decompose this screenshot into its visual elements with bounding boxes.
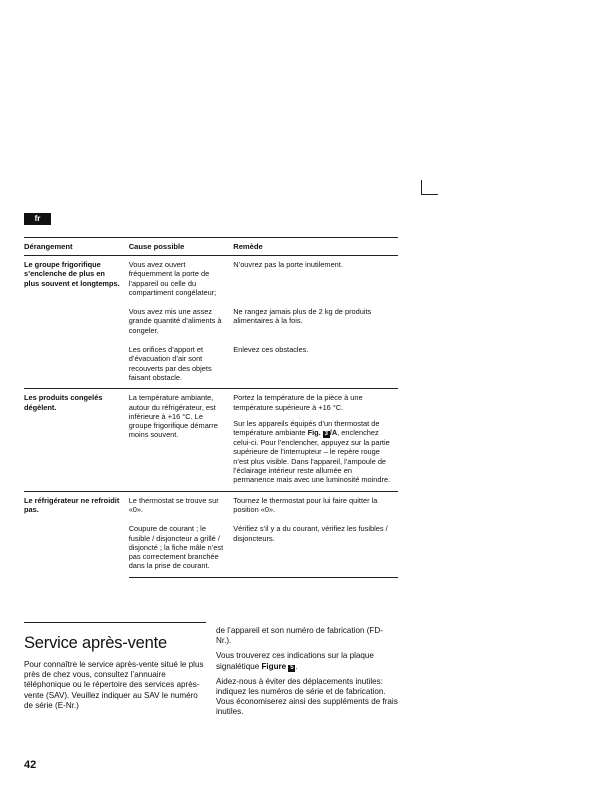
paragraph-part: . [295, 661, 298, 671]
cause-cell: La température ambiante, autour du réfrigérateur, est inférieure à +16 °C. Le groupe frigorifique démarre moins souvent. [129, 389, 234, 491]
remedy-cell [233, 389, 398, 491]
remedy-cell: Vérifiez s’il y a du courant, vérifiez les fusibles / disjoncteurs. [233, 520, 398, 577]
troubleshooting-table [24, 237, 398, 578]
remedy-cell: N’ouvrez pas la porte inutilement. [233, 260, 343, 269]
section-divider [24, 622, 206, 623]
remedy-text-part: Sur les appareils équipés d’un thermostat de température ambiante [233, 418, 380, 438]
paragraph-part: Vous trouverez ces indications sur la plaque signalétique [216, 651, 374, 671]
service-text-left: Pour connaître le service après-vente situé le plus près de chez vous, consultez l’annuaire téléphonique ou le répertoire des services après-vente (SAV). Veuillez indiquer au SAV le numéro de série (E-Nr.) [24, 660, 204, 710]
cause-cell: Vous avez ouvert fréquemment la porte de l’appareil ou celle du compartiment congélateur; [128, 260, 217, 297]
cause-cell: Les orifices d’apport et d’évacuation d’air sont recouverts par des objets faisant obstacle. [128, 345, 212, 382]
column-header-cause: Cause possible [129, 238, 234, 256]
figure-reference-suffix: /A [329, 428, 338, 438]
service-text-right [216, 626, 398, 723]
cause-cell: Vous avez mis une assez grande quantité d’aliments à congeler. [128, 307, 222, 335]
language-tab: fr [24, 213, 51, 225]
crop-corner-mark [421, 180, 438, 195]
remedy-cell: Enlevez ces obstacles. [233, 345, 309, 355]
column-header-problem: Dérangement [24, 238, 129, 256]
figure-number-badge: 3 [324, 431, 328, 438]
paragraph: de l’appareil et son numéro de fabrication (FD-Nr.). [216, 626, 383, 646]
table-row [24, 491, 398, 520]
figure-number-badge: 5 [290, 664, 294, 671]
cause-cell: Le thermostat se trouve sur «0». [129, 491, 234, 520]
problem-cell: Le groupe frigorifique s’enclenche de plus en plus souvent et longtemps. [24, 260, 120, 288]
table-row [24, 256, 398, 304]
column-header-remedy: Remède [233, 238, 398, 256]
remedy-text-part: , enclenchez celui-ci. Pour l’enclencher, appuyez sur la partie supérieure de l’interrupteur – le repère rouge n’est plus visible. Dans l’appareil, l’ampoule de l’éclairage intérieur reste allumée en permanence mais avec une luminosité moindre. [233, 428, 391, 485]
remedy-text: Portez la température de la pièce à une température supérieure à +16 °C. [233, 393, 363, 412]
remedy-text [233, 419, 394, 485]
problem-cell: Le réfrigérateur ne refroidit pas. [24, 491, 129, 577]
paragraph [216, 651, 398, 671]
paragraph: Aidez-nous à éviter des déplacements inutiles: indiquez les numéros de série et de fabrication. Vous économiserez ainsi des suppléments de frais inutiles. [216, 676, 398, 717]
table-row [24, 389, 398, 491]
figure-reference: Figure [261, 661, 287, 671]
cause-cell: Coupure de courant ; le fusible / disjoncteur a grillé / disjoncté ; la fiche mâle n’est pas correctement branchée dans la prise de courant. [129, 520, 234, 577]
section-title: Service après-vente [24, 634, 167, 652]
remedy-cell: Tournez le thermostat pour lui faire quitter la position «0». [233, 491, 398, 520]
problem-cell: Les produits congelés dégèlent. [24, 389, 129, 491]
table-header-row [24, 238, 398, 256]
remedy-cell: Ne rangez jamais plus de 2 kg de produits alimentaires à la fois. [233, 307, 372, 326]
page-number: 42 [24, 759, 37, 771]
figure-reference: Fig. [307, 428, 321, 438]
